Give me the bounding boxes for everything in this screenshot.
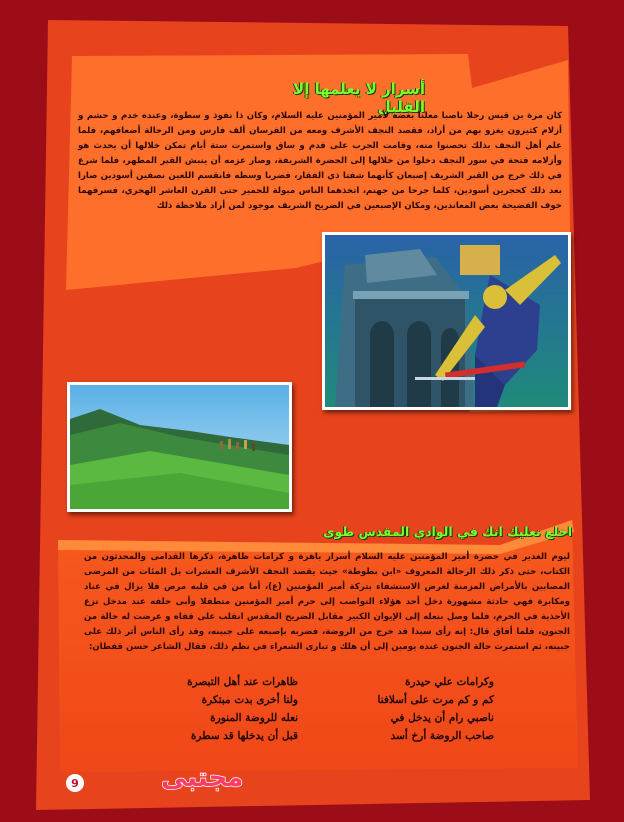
mujtaba-logo bbox=[55, 750, 244, 800]
poem-line-3-left: نعله للروضة المنورة bbox=[210, 712, 298, 724]
section-two-paragraph: ليوم الغدير في حضرة أمير المؤمنين عليه السلام أسرار باهرة و كرامات ظاهرة، ذكرها القدامى والمحدثون من الكتاب، حتى ذكر ذلك الرحالة المعروف «ابن بطوطة» حيث يقصد النجف الأشرف العشرات بل المئات من المرضى المصابين بالأمراض المزمنة لغرض الاستشفاء بتركة أمير المؤمنين (ع)، أما من في قلبه مرض فلا يزال في عناد ومكابرة فهي حادثة مشهورة دخل أحد هؤلاء النواصب إلى حرم أمير المؤمنين متطفلا وأبى حلفه عند مدخل نزع الأحذية في الحرم، فلما وصل بنعله إلى الإيوان الكبير مقابل الضريح المقدس انقلب على قفاه و عرضت له حالة من الجنون، فلما أفاق قال: إنه رأى سيدا قد خرج من الروضة، فضربه بإصبعه على جبينه، وقد رأى الناس أثر ذلك على جبينه، ثم استمرت حالة الجنون عنده يومين إلى أن هلك و تبارى الشعراء في نظم ذلك، فقال الشاعر حسن قفطان: bbox=[84, 552, 570, 652]
poem-line-4-right: صاحب الروضة أرخ أسد bbox=[390, 730, 494, 742]
shrine-illustration bbox=[325, 235, 568, 407]
poem-line-2-left: ولنا أخرى بدت مبتكرة bbox=[201, 694, 298, 706]
section-two-title: اخلع نعليك انك في الوادي المقدس طوى bbox=[323, 524, 572, 539]
section-one-paragraph: كان مرة بن قيس رجلا ناصبا معلنا بغضه لأمير المؤمنين عليه السلام، وكان ذا نفوذ و سطوة، وعنده خدم و حشم و أزلام كثيرون يغزو بهم من أراد، فقصد النجف الأشرف ومعه من الفرسان ألف فارس ومن الرجالة أضعافهم، فلما علم أهل النجف بذلك تحصنوا منه، وقامت الحرب على قدم و ساق واستمرت ستة أيام تمكن خلالها أن يحدث هو وأزلامه فتحة في سور النجف دخلوا من خلالها إلى الحضرة الشريفة، وصار عزمه أن ينبش القبر المطهر، فلما شرع في ذلك خرج من القبر الشريف إصبعان كأنهما شفتا ذي الفقار، فضربا وسطه فانقسم اللعين نصفين أسودين صارا بعد ذلك كحجرين أسودين، كلما جرحا من جهنم، اتخذهما الناس مبولة للحمير حتى القرن العاشر الهجري، فسرقهما خوف الفضيحة بعض المعاندين، ومكان الإصبعين في الضريح الشريف موجود لمن أراد ملاحظة ذلك bbox=[78, 111, 562, 211]
section-one-title: أسرار لا يعلمها إلا القليل bbox=[293, 80, 425, 116]
valley-illustration bbox=[70, 385, 289, 509]
logo-text: مجتبى bbox=[161, 763, 244, 793]
page-number: 9 bbox=[71, 777, 79, 790]
poem-line-4-left: قبل أن يدخلها قد سطرة bbox=[190, 730, 298, 742]
poem-line-2-right: كم و كم مرت على أسلافنا bbox=[377, 694, 494, 706]
poem-line-1-left: ظاهرات عند أهل التبصرة bbox=[187, 676, 298, 688]
poem-line-1-right: وكرامات علي حيدرة bbox=[404, 676, 494, 688]
poem-line-3-right: ناصبي رام أن يدخل في bbox=[390, 712, 494, 724]
shrine-photo bbox=[322, 232, 571, 410]
valley-photo bbox=[67, 382, 292, 512]
